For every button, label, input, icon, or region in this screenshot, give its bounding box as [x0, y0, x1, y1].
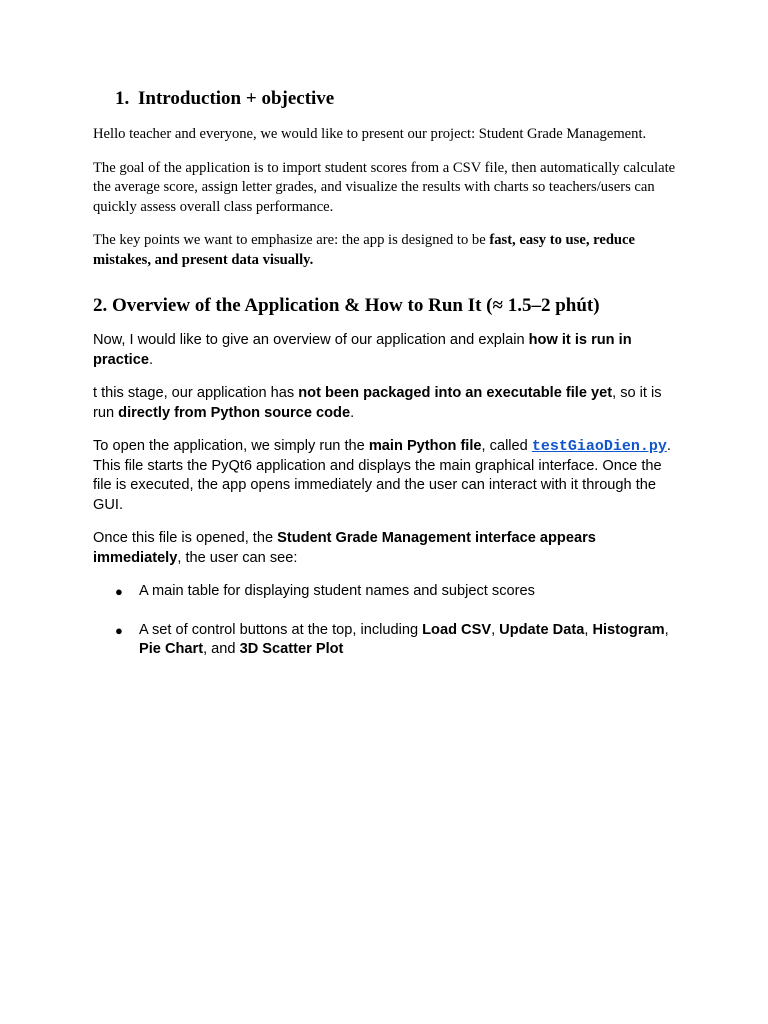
overview-paragraph: [93, 331, 678, 370]
intro-paragraph: Hello teacher and everyone, we would like to present our project: Student Grade Management.: [93, 126, 647, 142]
separator: , and: [203, 641, 240, 657]
list-item: [93, 621, 678, 660]
section-1-title: Introduction + objective: [138, 88, 335, 109]
interface-bold: Student Grade Management interface appears immediately: [93, 530, 596, 566]
stage-paragraph: [93, 384, 678, 423]
separator: ,: [664, 621, 669, 638]
overview-end: .: [148, 351, 154, 368]
interface-end: , the user can see:: [177, 549, 298, 566]
stage-text: t this stage, our application has: [93, 385, 299, 401]
key-points-bold: fast, easy to use, reduce mistakes, and present data visually.: [93, 232, 636, 268]
open-app-paragraph: [93, 437, 678, 515]
stage-end: .: [350, 404, 355, 421]
open-app-bold: main Python file: [368, 438, 482, 454]
stage-bold-1: not been packaged into an executable file yet: [298, 385, 613, 401]
overview-bold: how it is run in practice: [93, 332, 632, 368]
section-1-number: 1.: [115, 88, 130, 109]
goal-paragraph: The goal of the application is to import student scores from a CSV file, then automatically calculate the average score, assign letter grades, and visualize the results with charts so teachers/users can quickly assess overall class performance.: [93, 159, 676, 215]
update-data-label: Update Data: [499, 621, 585, 638]
separator: ,: [584, 621, 593, 638]
pie-chart-label: Pie Chart: [139, 641, 204, 657]
histogram-label: Histogram: [592, 621, 665, 638]
open-app-text: To open the application, we simply run the: [93, 438, 369, 454]
bullet-icon: ●: [115, 622, 123, 638]
interface-paragraph: [93, 529, 678, 568]
section-2-heading: 2. Overview of the Application & How to Run It (≈ 1.5–2 phút): [93, 295, 600, 316]
section-1-heading: [115, 87, 678, 111]
key-points-paragraph: [93, 231, 678, 270]
bullet-2-text: A set of control buttons at the top, including: [139, 621, 423, 638]
main-file-link[interactable]: testGiaoDien.py: [531, 438, 667, 455]
bullet-icon: ●: [115, 584, 123, 599]
scatter-plot-label: 3D Scatter Plot: [239, 641, 344, 657]
separator: ,: [491, 621, 500, 638]
open-app-end: . This file starts the PyQt6 application and displays the main graphical interface. Once the file is executed, the app opens immediately and the user can interact with it through the GUI.: [93, 438, 671, 513]
load-csv-label: Load CSV: [422, 621, 492, 638]
key-points-text: The key points we want to emphasize are: the app is designed to be: [93, 232, 490, 248]
overview-text: Now, I would like to give an overview of our application and explain: [93, 332, 529, 348]
features-list: [93, 582, 678, 660]
open-app-mid: , called: [481, 438, 532, 454]
stage-bold-2: directly from Python source code: [118, 404, 351, 421]
list-item: [93, 582, 678, 602]
bullet-1-text: A main table for displaying student names and subject scores: [139, 583, 535, 599]
stage-mid: , so it is run: [93, 385, 662, 421]
interface-text: Once this file is opened, the: [93, 530, 278, 546]
